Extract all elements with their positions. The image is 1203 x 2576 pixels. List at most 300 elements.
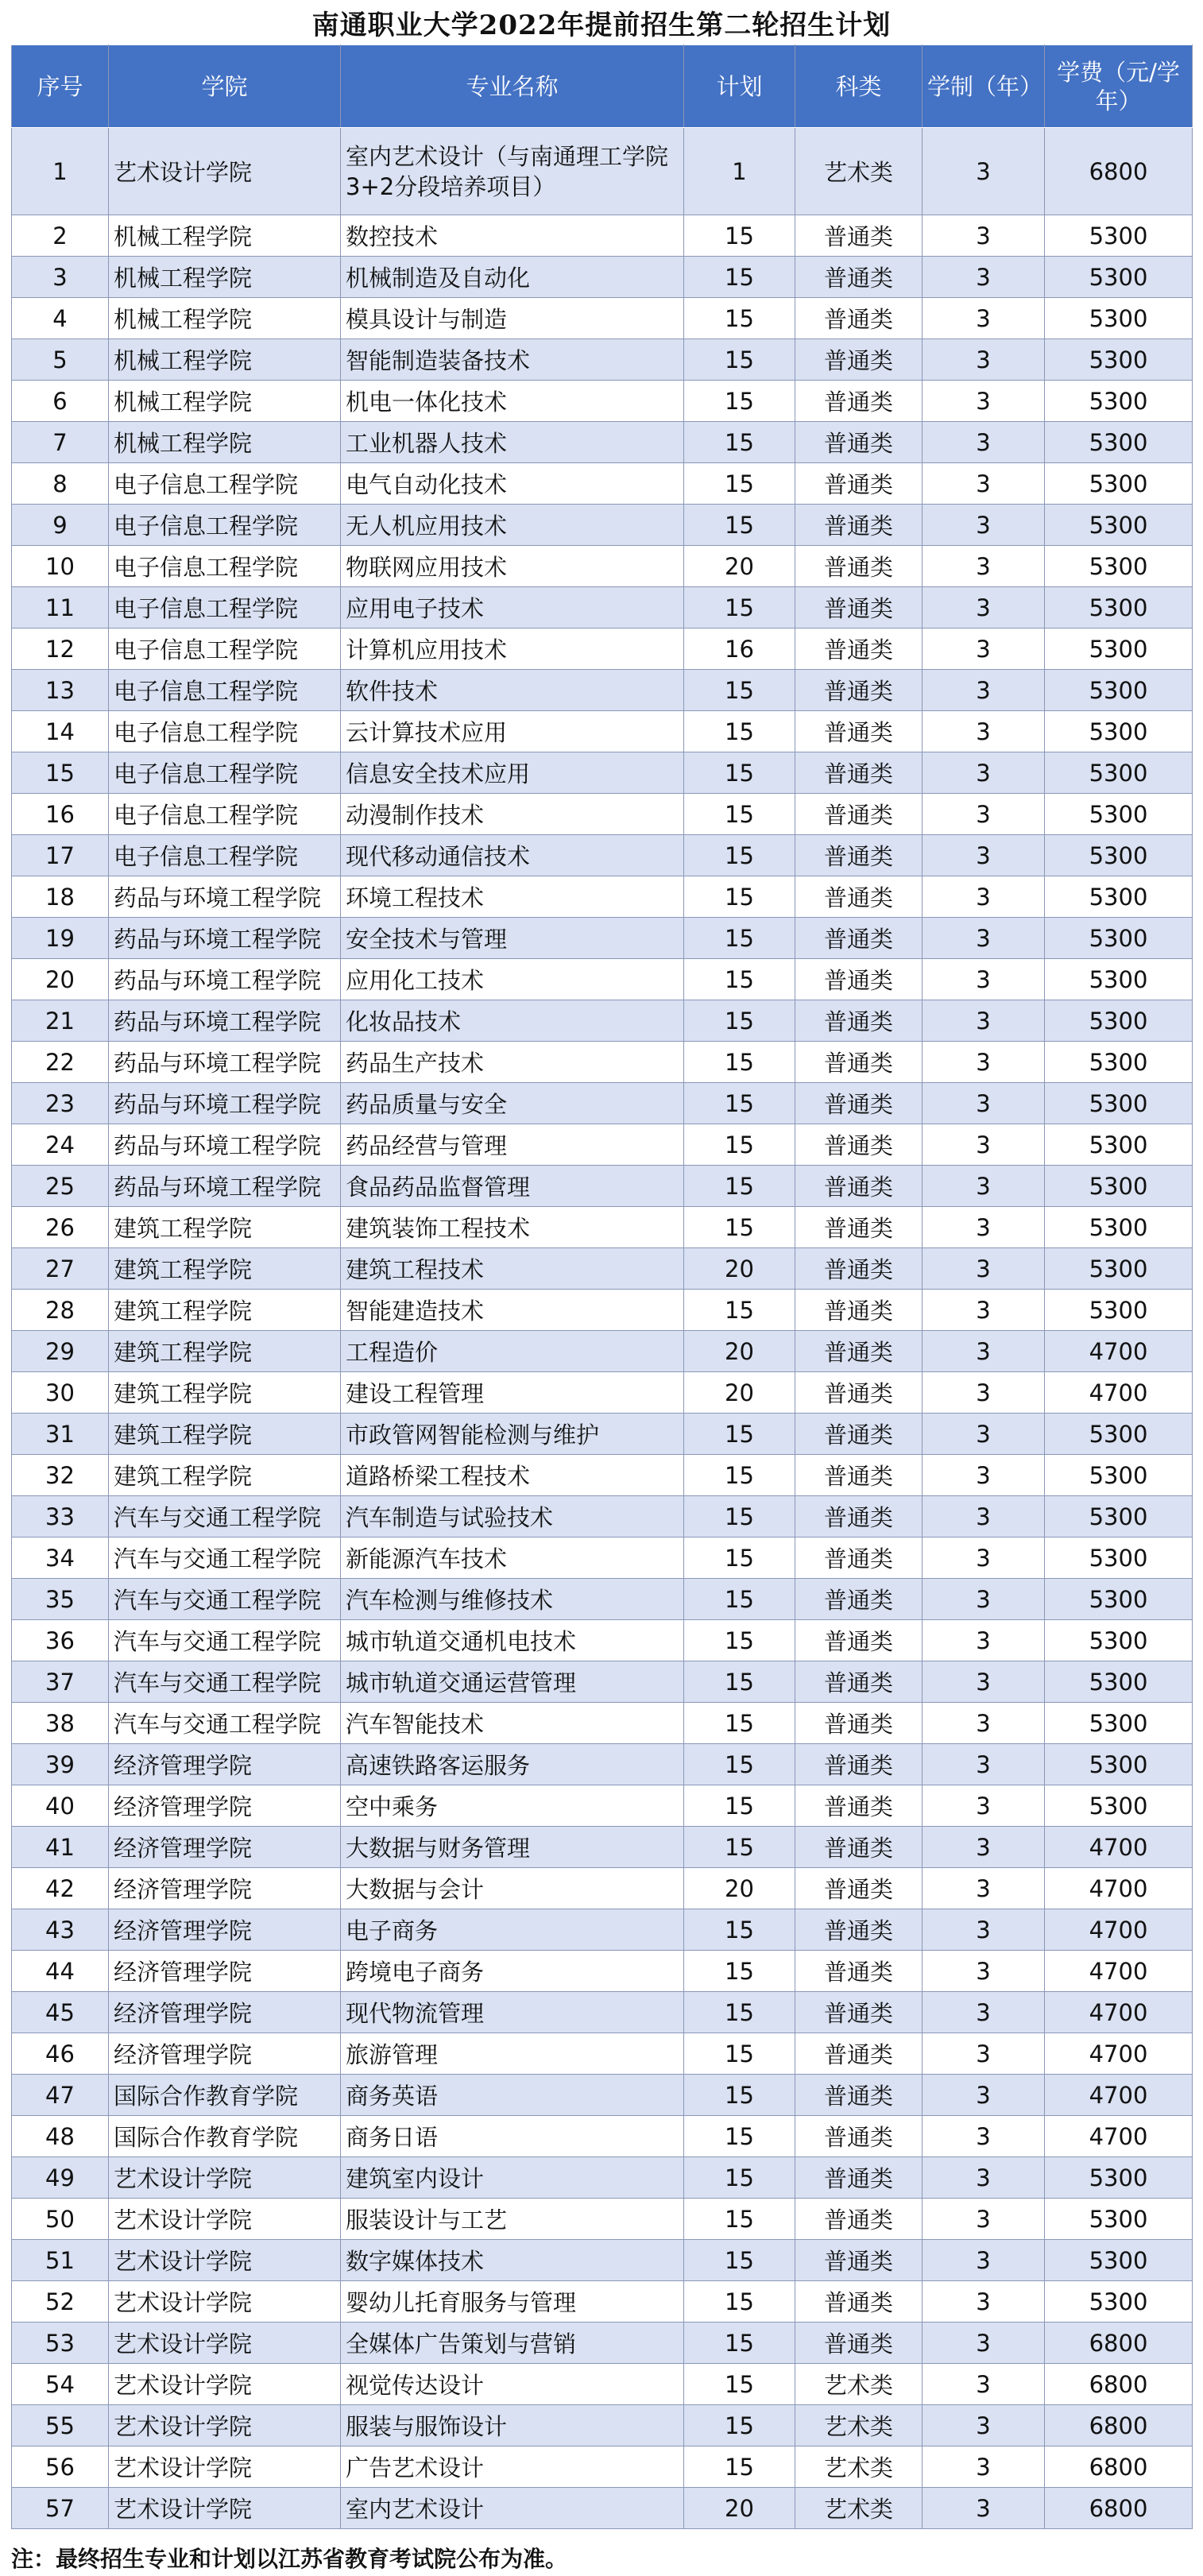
cell-major: 新能源汽车技术: [341, 1537, 684, 1579]
cell-plan: 15: [684, 463, 795, 505]
cell-no: 30: [12, 1372, 109, 1414]
cell-plan: 1: [684, 128, 795, 215]
cell-plan: 15: [684, 670, 795, 711]
cell-category: 普通类: [795, 257, 923, 298]
cell-years: 3: [923, 1537, 1045, 1579]
cell-category: 普通类: [795, 876, 923, 918]
cell-fee: 4700: [1045, 1992, 1193, 2033]
cell-no: 10: [12, 546, 109, 587]
cell-plan: 15: [684, 1042, 795, 1083]
cell-years: 3: [923, 2157, 1045, 2199]
cell-plan: 15: [684, 1661, 795, 1703]
cell-college: 药品与环境工程学院: [109, 1083, 341, 1124]
cell-major: 机电一体化技术: [341, 381, 684, 422]
cell-no: 48: [12, 2116, 109, 2157]
cell-years: 3: [923, 1744, 1045, 1785]
cell-no: 23: [12, 1083, 109, 1124]
table-row: [12, 381, 1193, 422]
cell-years: 3: [923, 546, 1045, 587]
cell-years: 3: [923, 1372, 1045, 1414]
cell-no: 29: [12, 1331, 109, 1372]
table-row: [12, 1496, 1193, 1537]
cell-no: 37: [12, 1661, 109, 1703]
cell-fee: 5300: [1045, 422, 1193, 463]
cell-years: 3: [923, 1248, 1045, 1290]
cell-plan: 15: [684, 2364, 795, 2405]
cell-fee: 5300: [1045, 1579, 1193, 1620]
cell-major: 道路桥梁工程技术: [341, 1455, 684, 1496]
cell-category: 普通类: [795, 1166, 923, 1207]
table-row: [12, 1703, 1193, 1744]
cell-category: 艺术类: [795, 128, 923, 215]
cell-plan: 15: [684, 1414, 795, 1455]
cell-category: 普通类: [795, 1785, 923, 1827]
cell-category: 艺术类: [795, 2364, 923, 2405]
cell-no: 2: [12, 215, 109, 257]
cell-years: 3: [923, 752, 1045, 794]
cell-category: 普通类: [795, 505, 923, 546]
cell-fee: 6800: [1045, 2405, 1193, 2446]
cell-college: 建筑工程学院: [109, 1248, 341, 1290]
cell-category: 普通类: [795, 2157, 923, 2199]
cell-fee: 5300: [1045, 1537, 1193, 1579]
table-row: [12, 339, 1193, 381]
table-row: [12, 215, 1193, 257]
table-row: [12, 959, 1193, 1000]
cell-college: 国际合作教育学院: [109, 2075, 341, 2116]
cell-plan: 15: [684, 2116, 795, 2157]
table-row: [12, 711, 1193, 752]
cell-category: 普通类: [795, 1496, 923, 1537]
cell-category: 普通类: [795, 2199, 923, 2240]
cell-no: 4: [12, 298, 109, 339]
cell-fee: 5300: [1045, 1785, 1193, 1827]
cell-no: 57: [12, 2488, 109, 2529]
cell-category: 艺术类: [795, 2446, 923, 2488]
cell-fee: 4700: [1045, 1827, 1193, 1868]
cell-years: 3: [923, 2116, 1045, 2157]
cell-plan: 15: [684, 1124, 795, 1166]
table-row: [12, 1083, 1193, 1124]
cell-no: 20: [12, 959, 109, 1000]
cell-no: 36: [12, 1620, 109, 1661]
cell-major: 高速铁路客运服务: [341, 1744, 684, 1785]
cell-college: 经济管理学院: [109, 1909, 341, 1951]
cell-major: 药品质量与安全: [341, 1083, 684, 1124]
cell-plan: 15: [684, 1909, 795, 1951]
cell-college: 建筑工程学院: [109, 1414, 341, 1455]
cell-college: 艺术设计学院: [109, 2405, 341, 2446]
cell-category: 普通类: [795, 1744, 923, 1785]
cell-college: 汽车与交通工程学院: [109, 1703, 341, 1744]
table-row: [12, 2405, 1193, 2446]
cell-years: 3: [923, 2488, 1045, 2529]
table-row: [12, 918, 1193, 959]
cell-college: 电子信息工程学院: [109, 835, 341, 876]
cell-college: 经济管理学院: [109, 2033, 341, 2075]
cell-major: 服装与服饰设计: [341, 2405, 684, 2446]
cell-college: 艺术设计学院: [109, 2488, 341, 2529]
cell-category: 普通类: [795, 463, 923, 505]
table-row: [12, 629, 1193, 670]
cell-college: 药品与环境工程学院: [109, 1000, 341, 1042]
cell-fee: 4700: [1045, 1372, 1193, 1414]
cell-college: 经济管理学院: [109, 1951, 341, 1992]
cell-years: 3: [923, 463, 1045, 505]
cell-fee: 5300: [1045, 298, 1193, 339]
cell-plan: 15: [684, 1083, 795, 1124]
cell-no: 6: [12, 381, 109, 422]
table-row: [12, 1620, 1193, 1661]
cell-college: 机械工程学院: [109, 257, 341, 298]
cell-years: 3: [923, 422, 1045, 463]
cell-major: 商务日语: [341, 2116, 684, 2157]
cell-years: 3: [923, 1579, 1045, 1620]
cell-no: 52: [12, 2281, 109, 2323]
cell-category: 普通类: [795, 711, 923, 752]
cell-major: 信息安全技术应用: [341, 752, 684, 794]
cell-fee: 4700: [1045, 1868, 1193, 1909]
cell-no: 34: [12, 1537, 109, 1579]
cell-college: 建筑工程学院: [109, 1207, 341, 1248]
table-row: [12, 1331, 1193, 1372]
cell-fee: 6800: [1045, 2364, 1193, 2405]
cell-plan: 15: [684, 794, 795, 835]
cell-college: 电子信息工程学院: [109, 670, 341, 711]
cell-plan: 15: [684, 587, 795, 629]
cell-plan: 15: [684, 298, 795, 339]
cell-plan: 15: [684, 2405, 795, 2446]
cell-major: 工程造价: [341, 1331, 684, 1372]
cell-category: 普通类: [795, 1661, 923, 1703]
cell-years: 3: [923, 1000, 1045, 1042]
cell-major: 工业机器人技术: [341, 422, 684, 463]
cell-category: 普通类: [795, 1992, 923, 2033]
cell-years: 3: [923, 711, 1045, 752]
cell-college: 汽车与交通工程学院: [109, 1537, 341, 1579]
table-row: [12, 835, 1193, 876]
table-row: [12, 1042, 1193, 1083]
cell-category: 普通类: [795, 1248, 923, 1290]
cell-fee: 4700: [1045, 2116, 1193, 2157]
cell-major: 室内艺术设计: [341, 2488, 684, 2529]
header-college: 学院: [109, 45, 341, 128]
cell-major: 智能建造技术: [341, 1290, 684, 1331]
cell-fee: 5300: [1045, 959, 1193, 1000]
cell-plan: 15: [684, 2199, 795, 2240]
cell-years: 3: [923, 1042, 1045, 1083]
cell-no: 40: [12, 1785, 109, 1827]
cell-college: 艺术设计学院: [109, 2281, 341, 2323]
cell-major: 婴幼儿托育服务与管理: [341, 2281, 684, 2323]
cell-plan: 15: [684, 1992, 795, 2033]
cell-no: 51: [12, 2240, 109, 2281]
cell-major: 旅游管理: [341, 2033, 684, 2075]
cell-years: 3: [923, 128, 1045, 215]
cell-years: 3: [923, 215, 1045, 257]
cell-fee: 5300: [1045, 876, 1193, 918]
cell-years: 3: [923, 876, 1045, 918]
cell-years: 3: [923, 1620, 1045, 1661]
cell-no: 49: [12, 2157, 109, 2199]
cell-no: 33: [12, 1496, 109, 1537]
cell-fee: 5300: [1045, 1661, 1193, 1703]
cell-fee: 5300: [1045, 711, 1193, 752]
cell-college: 建筑工程学院: [109, 1331, 341, 1372]
table-row: [12, 1785, 1193, 1827]
cell-years: 3: [923, 2323, 1045, 2364]
cell-plan: 15: [684, 1579, 795, 1620]
cell-fee: 4700: [1045, 2075, 1193, 2116]
table-row: [12, 1207, 1193, 1248]
cell-fee: 5300: [1045, 835, 1193, 876]
cell-no: 47: [12, 2075, 109, 2116]
cell-years: 3: [923, 2240, 1045, 2281]
cell-plan: 15: [684, 2240, 795, 2281]
table-row: [12, 1372, 1193, 1414]
cell-years: 3: [923, 1992, 1045, 2033]
cell-years: 3: [923, 1703, 1045, 1744]
cell-no: 14: [12, 711, 109, 752]
cell-college: 机械工程学院: [109, 381, 341, 422]
header-plan: 计划: [684, 45, 795, 128]
cell-no: 35: [12, 1579, 109, 1620]
cell-fee: 5300: [1045, 1042, 1193, 1083]
cell-college: 药品与环境工程学院: [109, 959, 341, 1000]
cell-no: 42: [12, 1868, 109, 1909]
cell-category: 普通类: [795, 339, 923, 381]
cell-fee: 5300: [1045, 1166, 1193, 1207]
table-row: [12, 1537, 1193, 1579]
cell-major: 电子商务: [341, 1909, 684, 1951]
cell-years: 3: [923, 1083, 1045, 1124]
cell-college: 艺术设计学院: [109, 2199, 341, 2240]
cell-plan: 15: [684, 1290, 795, 1331]
cell-category: 普通类: [795, 2240, 923, 2281]
cell-years: 3: [923, 1827, 1045, 1868]
cell-category: 普通类: [795, 2075, 923, 2116]
cell-fee: 5300: [1045, 1620, 1193, 1661]
cell-major: 现代移动通信技术: [341, 835, 684, 876]
cell-college: 经济管理学院: [109, 1992, 341, 2033]
cell-fee: 5300: [1045, 1496, 1193, 1537]
cell-plan: 15: [684, 2075, 795, 2116]
cell-no: 54: [12, 2364, 109, 2405]
cell-years: 3: [923, 2281, 1045, 2323]
cell-no: 9: [12, 505, 109, 546]
cell-category: 普通类: [795, 1124, 923, 1166]
table-row: [12, 1414, 1193, 1455]
cell-category: 普通类: [795, 959, 923, 1000]
cell-major: 化妆品技术: [341, 1000, 684, 1042]
cell-major: 物联网应用技术: [341, 546, 684, 587]
table-row: [12, 2488, 1193, 2529]
cell-category: 普通类: [795, 1042, 923, 1083]
cell-years: 3: [923, 1166, 1045, 1207]
cell-category: 普通类: [795, 2323, 923, 2364]
table-row: [12, 2033, 1193, 2075]
table-row: [12, 546, 1193, 587]
cell-major: 室内艺术设计（与南通理工学院3+2分段培养项目）: [341, 128, 684, 215]
cell-fee: 5300: [1045, 505, 1193, 546]
cell-fee: 5300: [1045, 1744, 1193, 1785]
cell-no: 39: [12, 1744, 109, 1785]
header-no: 序号: [12, 45, 109, 128]
cell-major: 计算机应用技术: [341, 629, 684, 670]
cell-category: 普通类: [795, 918, 923, 959]
cell-major: 应用电子技术: [341, 587, 684, 629]
cell-category: 普通类: [795, 381, 923, 422]
cell-no: 27: [12, 1248, 109, 1290]
cell-no: 53: [12, 2323, 109, 2364]
cell-fee: 6800: [1045, 2446, 1193, 2488]
cell-major: 建筑装饰工程技术: [341, 1207, 684, 1248]
cell-years: 3: [923, 794, 1045, 835]
cell-years: 3: [923, 257, 1045, 298]
cell-plan: 15: [684, 1827, 795, 1868]
cell-major: 无人机应用技术: [341, 505, 684, 546]
cell-no: 44: [12, 1951, 109, 1992]
cell-major: 服装设计与工艺: [341, 2199, 684, 2240]
cell-plan: 15: [684, 959, 795, 1000]
cell-fee: 6800: [1045, 2488, 1193, 2529]
cell-major: 数字媒体技术: [341, 2240, 684, 2281]
header-major: 专业名称: [341, 45, 684, 128]
cell-plan: 15: [684, 422, 795, 463]
cell-plan: 15: [684, 257, 795, 298]
cell-category: 普通类: [795, 1827, 923, 1868]
table-row: [12, 2075, 1193, 2116]
cell-fee: 5300: [1045, 1207, 1193, 1248]
table-header-row: [12, 45, 1193, 128]
cell-fee: 5300: [1045, 339, 1193, 381]
cell-college: 建筑工程学院: [109, 1290, 341, 1331]
table-row: [12, 2116, 1193, 2157]
cell-college: 经济管理学院: [109, 1827, 341, 1868]
cell-category: 普通类: [795, 1703, 923, 1744]
cell-years: 3: [923, 2405, 1045, 2446]
table-row: [12, 1000, 1193, 1042]
table-row: [12, 1951, 1193, 1992]
cell-no: 16: [12, 794, 109, 835]
cell-college: 电子信息工程学院: [109, 587, 341, 629]
cell-plan: 15: [684, 2033, 795, 2075]
cell-category: 普通类: [795, 1868, 923, 1909]
cell-years: 3: [923, 1496, 1045, 1537]
cell-fee: 5300: [1045, 794, 1193, 835]
cell-fee: 5300: [1045, 2199, 1193, 2240]
cell-major: 药品生产技术: [341, 1042, 684, 1083]
cell-category: 普通类: [795, 1455, 923, 1496]
cell-college: 药品与环境工程学院: [109, 876, 341, 918]
cell-major: 安全技术与管理: [341, 918, 684, 959]
cell-college: 经济管理学院: [109, 1744, 341, 1785]
table-row: [12, 794, 1193, 835]
cell-no: 8: [12, 463, 109, 505]
table-row: [12, 1579, 1193, 1620]
cell-fee: 5300: [1045, 257, 1193, 298]
cell-years: 3: [923, 1331, 1045, 1372]
cell-no: 55: [12, 2405, 109, 2446]
cell-years: 3: [923, 1414, 1045, 1455]
cell-no: 7: [12, 422, 109, 463]
cell-plan: 15: [684, 1455, 795, 1496]
cell-college: 经济管理学院: [109, 1785, 341, 1827]
cell-major: 城市轨道交通运营管理: [341, 1661, 684, 1703]
table-row: [12, 1827, 1193, 1868]
cell-category: 普通类: [795, 2033, 923, 2075]
cell-college: 艺术设计学院: [109, 2323, 341, 2364]
cell-college: 汽车与交通工程学院: [109, 1620, 341, 1661]
table-row: [12, 463, 1193, 505]
cell-major: 大数据与财务管理: [341, 1827, 684, 1868]
cell-major: 数控技术: [341, 215, 684, 257]
cell-category: 普通类: [795, 1207, 923, 1248]
cell-years: 3: [923, 1207, 1045, 1248]
cell-category: 普通类: [795, 298, 923, 339]
cell-no: 18: [12, 876, 109, 918]
cell-no: 17: [12, 835, 109, 876]
cell-major: 动漫制作技术: [341, 794, 684, 835]
cell-major: 智能制造装备技术: [341, 339, 684, 381]
table-row: [12, 1124, 1193, 1166]
cell-fee: 5300: [1045, 1124, 1193, 1166]
cell-category: 普通类: [795, 1951, 923, 1992]
cell-plan: 15: [684, 1620, 795, 1661]
cell-no: 38: [12, 1703, 109, 1744]
cell-plan: 15: [684, 1744, 795, 1785]
cell-college: 建筑工程学院: [109, 1372, 341, 1414]
cell-major: 建筑工程技术: [341, 1248, 684, 1290]
table-row: [12, 2157, 1193, 2199]
cell-category: 普通类: [795, 422, 923, 463]
cell-no: 21: [12, 1000, 109, 1042]
cell-plan: 15: [684, 1000, 795, 1042]
cell-college: 汽车与交通工程学院: [109, 1496, 341, 1537]
cell-years: 3: [923, 2446, 1045, 2488]
cell-college: 建筑工程学院: [109, 1455, 341, 1496]
cell-fee: 4700: [1045, 1909, 1193, 1951]
cell-category: 普通类: [795, 1290, 923, 1331]
cell-category: 普通类: [795, 1579, 923, 1620]
table-row: [12, 1661, 1193, 1703]
cell-major: 城市轨道交通机电技术: [341, 1620, 684, 1661]
cell-category: 艺术类: [795, 2405, 923, 2446]
table-body: [12, 128, 1193, 2529]
cell-college: 电子信息工程学院: [109, 752, 341, 794]
cell-no: 15: [12, 752, 109, 794]
cell-plan: 15: [684, 1207, 795, 1248]
cell-fee: 5300: [1045, 1000, 1193, 1042]
cell-plan: 15: [684, 2157, 795, 2199]
cell-years: 3: [923, 1661, 1045, 1703]
cell-major: 药品经营与管理: [341, 1124, 684, 1166]
cell-years: 3: [923, 587, 1045, 629]
cell-fee: 5300: [1045, 1703, 1193, 1744]
cell-fee: 6800: [1045, 2323, 1193, 2364]
cell-major: 模具设计与制造: [341, 298, 684, 339]
cell-fee: 5300: [1045, 2281, 1193, 2323]
cell-plan: 15: [684, 2281, 795, 2323]
cell-category: 普通类: [795, 1537, 923, 1579]
cell-category: 普通类: [795, 587, 923, 629]
cell-college: 汽车与交通工程学院: [109, 1661, 341, 1703]
cell-no: 32: [12, 1455, 109, 1496]
table-row: [12, 587, 1193, 629]
cell-years: 3: [923, 1951, 1045, 1992]
cell-plan: 15: [684, 876, 795, 918]
cell-fee: 5300: [1045, 2240, 1193, 2281]
